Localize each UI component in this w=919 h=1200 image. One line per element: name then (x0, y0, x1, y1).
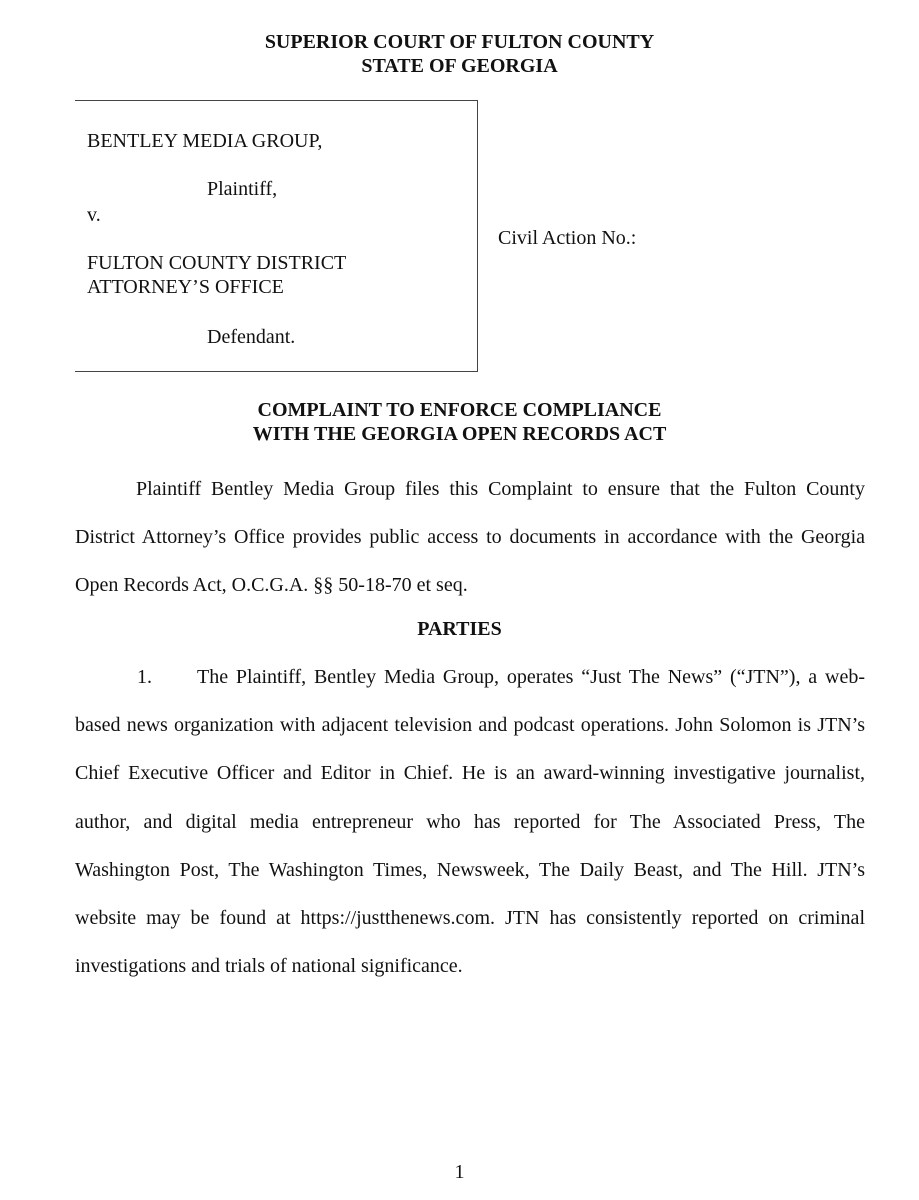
defendant-name-line2: ATTORNEY’S OFFICE (87, 276, 284, 298)
plaintiff-role: Plaintiff, (207, 178, 278, 200)
court-name: SUPERIOR COURT OF FULTON COUNTY (264, 31, 655, 53)
complaint-title-line1: COMPLAINT TO ENFORCE COMPLIANCE (257, 399, 662, 421)
page-number: 1 (454, 1161, 465, 1183)
complaint-title-line2: WITH THE GEORGIA OPEN RECORDS ACT (252, 423, 667, 445)
section-heading-parties: PARTIES (417, 618, 502, 640)
defendant-role: Defendant. (207, 326, 296, 348)
paragraph-text: The Plaintiff, Bentley Media Group, operates “Just The News” (“JTN”), a web-based news organization with adjacent television and podcast operations. John Solomon is JTN’s Chief Executive Officer and Editor in Chief. He is an award-winning investigative journalist, author, and digital media entrepreneur who has reported for The Associated Press, The Washington Post, The Washington Times, Newsweek, The Daily Beast, and The Hill. JTN’s website may be found at https://justthenews.com. JTN has consistently reported on criminal investigations and trials of national significance. (75, 666, 865, 978)
defendant-name-line1: FULTON COUNTY DISTRICT (87, 252, 347, 274)
court-state: STATE OF GEORGIA (361, 55, 558, 77)
paragraph-number: 1. (137, 666, 152, 688)
court-header (0, 30, 919, 78)
civil-action-number: Civil Action No.: (498, 227, 637, 249)
case-caption-box (75, 100, 478, 372)
numbered-paragraph (75, 653, 865, 990)
complaint-title (0, 398, 919, 446)
intro-paragraph: Plaintiff Bentley Media Group files this Complaint to ensure that the Fulton County District Attorney’s Office provides public access to documents in accordance with the Georgia Open Records Act, O.C.G.A. §§ 50-18-70 et seq. (75, 478, 865, 596)
plaintiff-name: BENTLEY MEDIA GROUP, (87, 130, 323, 152)
versus: v. (87, 204, 101, 226)
